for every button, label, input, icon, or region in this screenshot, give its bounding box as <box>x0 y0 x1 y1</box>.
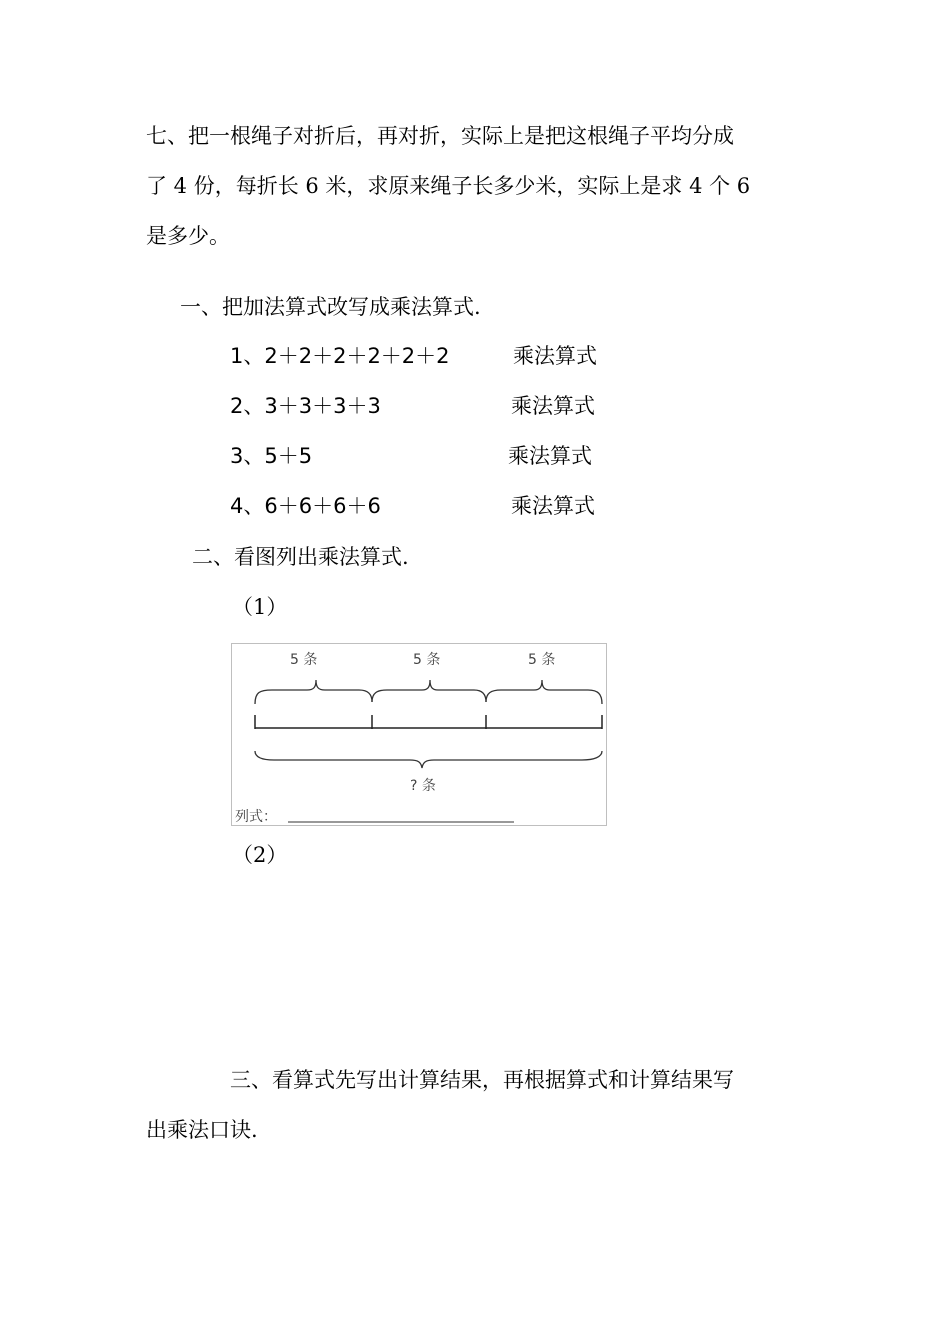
rope-segment-figure <box>231 643 607 826</box>
part-three-line-1: 三、看算式先写出计算结果，再根据算式和计算结果写 <box>230 1068 734 1092</box>
top-brace-3 <box>486 680 602 704</box>
section-seven-line-1: 七、把一根绳子对折后，再对折，实际上是把这根绳子平均分成 <box>146 124 734 148</box>
item-expression: 1、2＋2＋2＋2＋2＋2 <box>230 344 450 368</box>
part-two-heading: 二、看图列出乘法算式. <box>192 545 409 569</box>
section-seven-line-2: 了 4 份，每折长 6 米，求原来绳子长多少米，实际上是求 4 个 6 <box>146 174 751 198</box>
bottom-brace <box>255 751 602 768</box>
part-one-heading: 一、把加法算式改写成乘法算式. <box>180 295 481 319</box>
top-brace-1 <box>255 680 372 704</box>
item-expression: 4、6＋6＋6＋6 <box>230 494 381 518</box>
item-expression: 2、3＋3＋3＋3 <box>230 394 381 418</box>
segment-label-1: 5 条 <box>290 652 318 668</box>
part-two-sub-1: （1） <box>232 595 288 619</box>
part-two-sub-2: （2） <box>232 843 288 867</box>
total-label: ? 条 <box>410 778 436 794</box>
figure-drawing <box>232 644 606 825</box>
section-seven-line-3: 是多少。 <box>146 224 230 248</box>
item-answer-label: 乘法算式 <box>511 394 595 418</box>
segment-label-3: 5 条 <box>528 652 556 668</box>
part-three-line-2: 出乘法口诀. <box>146 1118 258 1142</box>
top-brace-2 <box>372 680 486 702</box>
formula-label: 列式： <box>235 809 277 825</box>
item-expression: 3、5＋5 <box>230 444 313 468</box>
item-answer-label: 乘法算式 <box>513 344 597 368</box>
item-answer-label: 乘法算式 <box>511 494 595 518</box>
segment-label-2: 5 条 <box>413 652 441 668</box>
item-answer-label: 乘法算式 <box>508 444 592 468</box>
